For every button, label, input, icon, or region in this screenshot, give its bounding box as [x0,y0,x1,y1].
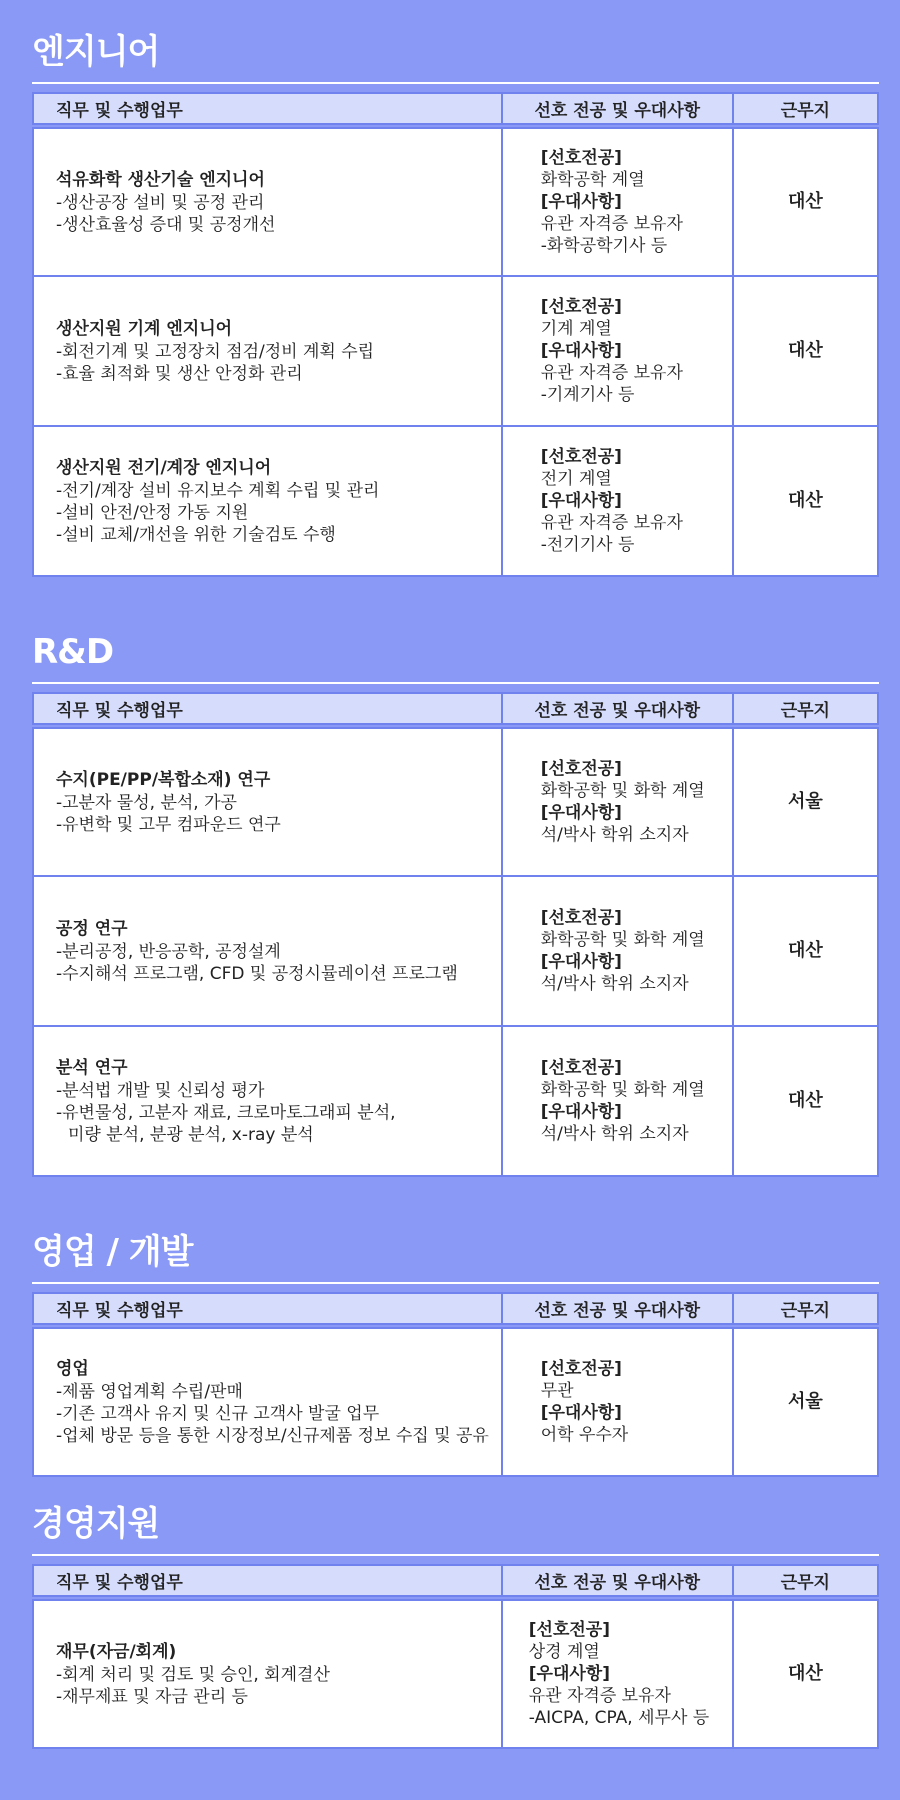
table-header [32,1564,879,1597]
job-cell [34,1601,503,1747]
header-job: 직무 및 수행업무 [34,1566,503,1595]
section-divider [32,682,879,684]
pref-line: [우대사항] [540,192,622,212]
section-title: 엔지니어 [32,28,879,84]
duty-line: -고분자 물성, 분석, 가공 [56,792,237,813]
duty-line: -유변학 및 고무 컴파운드 연구 [56,814,281,835]
duty-line: -효율 최적화 및 생산 안정화 관리 [56,363,303,384]
location-cell: 대산 [787,940,823,961]
pref-line: [우대사항] [540,491,622,511]
pref-line: 석/박사 학위 소지자 [540,974,689,994]
pref-line: [선호전공] [540,908,622,928]
pref-line: -AICPA, CPA, 세무사 등 [528,1708,710,1728]
header-job: 직무 및 수행업무 [34,1294,503,1323]
pref-line: 유관 자격증 보유자 [540,513,683,533]
pref-line: [선호전공] [540,1058,622,1078]
pref-line: [우대사항] [540,1403,622,1423]
pref-cell [503,729,734,875]
table-row [32,127,879,277]
duty-line: -수지해석 프로그램, CFD 및 공정시뮬레이션 프로그램 [56,963,458,984]
section-divider [32,1282,879,1284]
header-pref: 선호 전공 및 우대사항 [503,1294,734,1323]
job-title: 영업 [56,1358,89,1379]
duty-line: -업체 방문 등을 통한 시장정보/신규제품 정보 수집 및 공유 [56,1425,489,1446]
section-divider [32,1554,879,1556]
table-row [32,277,879,427]
pref-line: [선호전공] [528,1620,610,1640]
pref-line: 상경 계열 [528,1642,600,1662]
pref-line: [우대사항] [540,803,622,823]
job-title: 분석 연구 [56,1057,128,1078]
pref-line: -전기기사 등 [540,535,635,555]
location-cell: 서울 [787,1391,823,1412]
pref-line: 석/박사 학위 소지자 [540,825,689,845]
location-cell: 대산 [787,340,823,361]
duty-line: -설비 안전/안정 가동 지원 [56,502,249,523]
duty-line: -회계 처리 및 검토 및 승인, 회계결산 [56,1664,330,1685]
job-cell [34,1329,503,1475]
job-cell [34,729,503,875]
pref-line: -기계기사 등 [540,385,635,405]
duty-line: -회전기계 및 고정장치 점검/정비 계획 수립 [56,341,375,362]
pref-line: [선호전공] [540,1359,622,1379]
header-pref: 선호 전공 및 우대사항 [503,94,734,123]
duty-line: -재무제표 및 자금 관리 등 [56,1686,248,1707]
table-row [32,1027,879,1177]
pref-line: 어학 우수자 [540,1425,629,1445]
table-row [32,877,879,1027]
pref-line: 유관 자격증 보유자 [540,363,683,383]
header-pref: 선호 전공 및 우대사항 [503,694,734,723]
pref-line: 유관 자격증 보유자 [540,214,683,234]
header-loc: 근무지 [780,1301,830,1321]
pref-cell [503,877,734,1025]
pref-cell [503,129,734,275]
pref-line: 화학공학 계열 [540,170,645,190]
pref-line: [우대사항] [540,341,622,361]
job-cell [34,427,503,575]
pref-line: [우대사항] [528,1664,610,1684]
pref-line: 기계 계열 [540,319,612,339]
table-header [32,692,879,725]
duty-line: -생산효율성 증대 및 공정개선 [56,214,276,235]
pref-line: [선호전공] [540,297,622,317]
pref-line: 화학공학 및 화학 계열 [540,1080,705,1100]
section-engineer [32,28,879,577]
job-title: 생산지원 기계 엔지니어 [56,318,233,339]
job-title: 생산지원 전기/계장 엔지니어 [56,457,272,478]
section-divider [32,82,879,84]
table-row [32,1327,879,1477]
job-cell [34,277,503,425]
job-cell [34,1027,503,1175]
pref-line: 유관 자격증 보유자 [528,1686,671,1706]
job-cell [34,129,503,275]
duty-line: -제품 영업계획 수립/판매 [56,1381,243,1402]
duty-line: -생산공장 설비 및 공정 관리 [56,192,265,213]
duty-line: -분석법 개발 및 신뢰성 평가 [56,1080,265,1101]
pref-line: 화학공학 및 화학 계열 [540,930,705,950]
location-cell: 대산 [787,490,823,511]
pref-cell [503,1329,734,1475]
pref-cell [503,1601,734,1747]
pref-line: 무관 [540,1381,574,1401]
section-rnd [32,628,879,1177]
header-loc: 근무지 [780,701,830,721]
pref-cell [503,277,734,425]
location-cell: 서울 [787,791,823,812]
section-management [32,1500,879,1749]
header-job: 직무 및 수행업무 [34,94,503,123]
pref-cell [503,427,734,575]
section-title: R&D [32,628,879,684]
table-header [32,1292,879,1325]
job-title: 석유화학 생산기술 엔지니어 [56,169,265,190]
pref-line: -화학공학기사 등 [540,236,668,256]
table-row [32,727,879,877]
location-cell: 대산 [787,191,823,212]
table-row [32,427,879,577]
duty-line: -설비 교체/개선을 위한 기술검토 수행 [56,524,336,545]
pref-line: [선호전공] [540,447,622,467]
job-title: 재무(자금/회계) [56,1641,177,1662]
pref-line: [우대사항] [540,1102,622,1122]
job-title: 수지(PE/PP/복합소재) 연구 [56,769,271,790]
duty-line: 미량 분석, 분광 분석, x-ray 분석 [68,1124,314,1145]
section-sales [32,1228,879,1477]
location-cell: 대산 [787,1663,823,1684]
job-cell [34,877,503,1025]
header-job: 직무 및 수행업무 [34,694,503,723]
table-header [32,92,879,125]
duty-line: -유변물성, 고분자 재료, 크로마토그래피 분석, [56,1102,396,1123]
pref-line: [선호전공] [540,148,622,168]
duty-line: -분리공정, 반응공학, 공정설계 [56,941,281,962]
header-pref: 선호 전공 및 우대사항 [503,1566,734,1595]
duty-line: -기존 고객사 유지 및 신규 고객사 발굴 업무 [56,1403,380,1424]
duty-line: -전기/계장 설비 유지보수 계획 수립 및 관리 [56,480,380,501]
header-loc: 근무지 [780,101,830,121]
job-title: 공정 연구 [56,918,128,939]
pref-line: 석/박사 학위 소지자 [540,1124,689,1144]
pref-line: 화학공학 및 화학 계열 [540,781,705,801]
pref-line: [우대사항] [540,952,622,972]
location-cell: 대산 [787,1090,823,1111]
pref-line: 전기 계열 [540,469,612,489]
table-row [32,1599,879,1749]
pref-cell [503,1027,734,1175]
pref-line: [선호전공] [540,759,622,779]
section-title: 영업 / 개발 [32,1228,879,1284]
header-loc: 근무지 [780,1573,830,1593]
section-title: 경영지원 [32,1500,879,1556]
